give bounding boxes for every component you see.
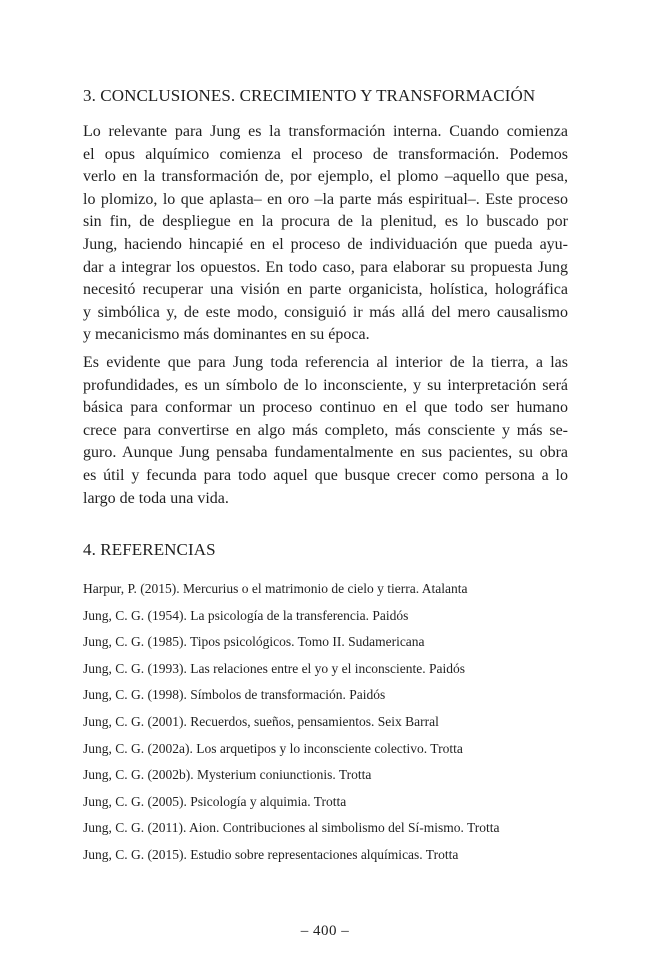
text-line: básica para conformar un proceso continuo en el que todo ser humano — [83, 399, 568, 417]
reference-item: Jung, C. G. (1998). Símbolos de transformación. Paidós — [83, 687, 386, 703]
reference-item: Jung, C. G. (2005). Psicología y alquimia. Trotta — [83, 793, 347, 809]
reference-item: Jung, C. G. (2015). Estudio sobre representaciones alquímicas. Trotta — [83, 846, 459, 862]
page-number: – 400 – — [300, 923, 350, 939]
reference-item: Jung, C. G. (2001). Recuerdos, sueños, pensamientos. Seix Barral — [83, 713, 439, 729]
text-line: verlo en la transformación de, por ejemplo, el plomo –aquello que pesa, — [83, 168, 568, 186]
section-heading-references: 4. REFERENCIAS — [83, 540, 216, 559]
reference-item: Harpur, P. (2015). Mercurius o el matrimonio de cielo y tierra. Atalanta — [83, 581, 468, 596]
reference-item: Jung, C. G. (2002a). Los arquetipos y lo inconsciente colectivo. Trotta — [83, 740, 463, 756]
text-line: Es evidente que para Jung toda referencia al interior de la tierra, a las — [83, 354, 568, 371]
text-line: lo plomizo, lo que aplasta– en oro –la parte más espiritual–. Este proceso — [83, 190, 568, 208]
text-line: es útil y fecunda para todo aquel que busque crecer como persona a lo — [83, 466, 568, 484]
text-line: y mecanicismo más dominantes en su época. — [83, 326, 370, 344]
text-line: profundidades, es un símbolo de lo inconsciente, y su interpretación será — [83, 376, 568, 394]
reference-item: Jung, C. G. (2002b). Mysterium coniunctionis. Trotta — [83, 767, 372, 783]
text-line: largo de toda una vida. — [83, 489, 229, 507]
text-line: y simbólica y, de este modo, consiguió ir más allá del mero causalismo — [83, 303, 568, 321]
reference-item: Jung, C. G. (1954). La psicología de la transferencia. Paidós — [83, 607, 409, 623]
text-line: Lo relevante para Jung es la transformación interna. Cuando comienza — [83, 123, 568, 140]
text-line: guro. Aunque Jung pensaba fundamentalmente en sus pacientes, su obra — [83, 444, 568, 462]
reference-item: Jung, C. G. (1985). Tipos psicológicos. Tomo II. Sudamericana — [83, 634, 425, 650]
text-line: Jung, haciendo hincapié en el proceso de individuación que pueda ayu- — [83, 235, 568, 253]
text-line: el opus alquímico comienza el proceso de transformación. Podemos — [83, 145, 568, 163]
reference-item: Jung, C. G. (1993). Las relaciones entre el yo y el inconsciente. Paidós — [83, 660, 466, 676]
paragraph-conclusions-2 — [83, 352, 568, 510]
section-heading-conclusions: 3. CONCLUSIONES. CRECIMIENTO Y TRANSFORMACIÓN — [83, 86, 536, 105]
text-line: crece para convertirse en algo más completo, más consciente y más se- — [83, 421, 568, 439]
text-line: necesitó recuperar una visión en parte organicista, holística, holográfica — [83, 281, 568, 299]
reference-item: Jung, C. G. (2011). Aion. Contribuciones al simbolismo del Sí-mismo. Trotta — [83, 820, 500, 836]
paragraph-conclusions-1 — [83, 121, 568, 347]
text-line: dar a integrar los opuestos. En todo caso, para elaborar su propuesta Jung — [83, 258, 568, 276]
reference-list — [83, 576, 568, 869]
text-line: sin fin, de despliegue en la procura de la plenitud, es lo buscado por — [83, 213, 568, 231]
